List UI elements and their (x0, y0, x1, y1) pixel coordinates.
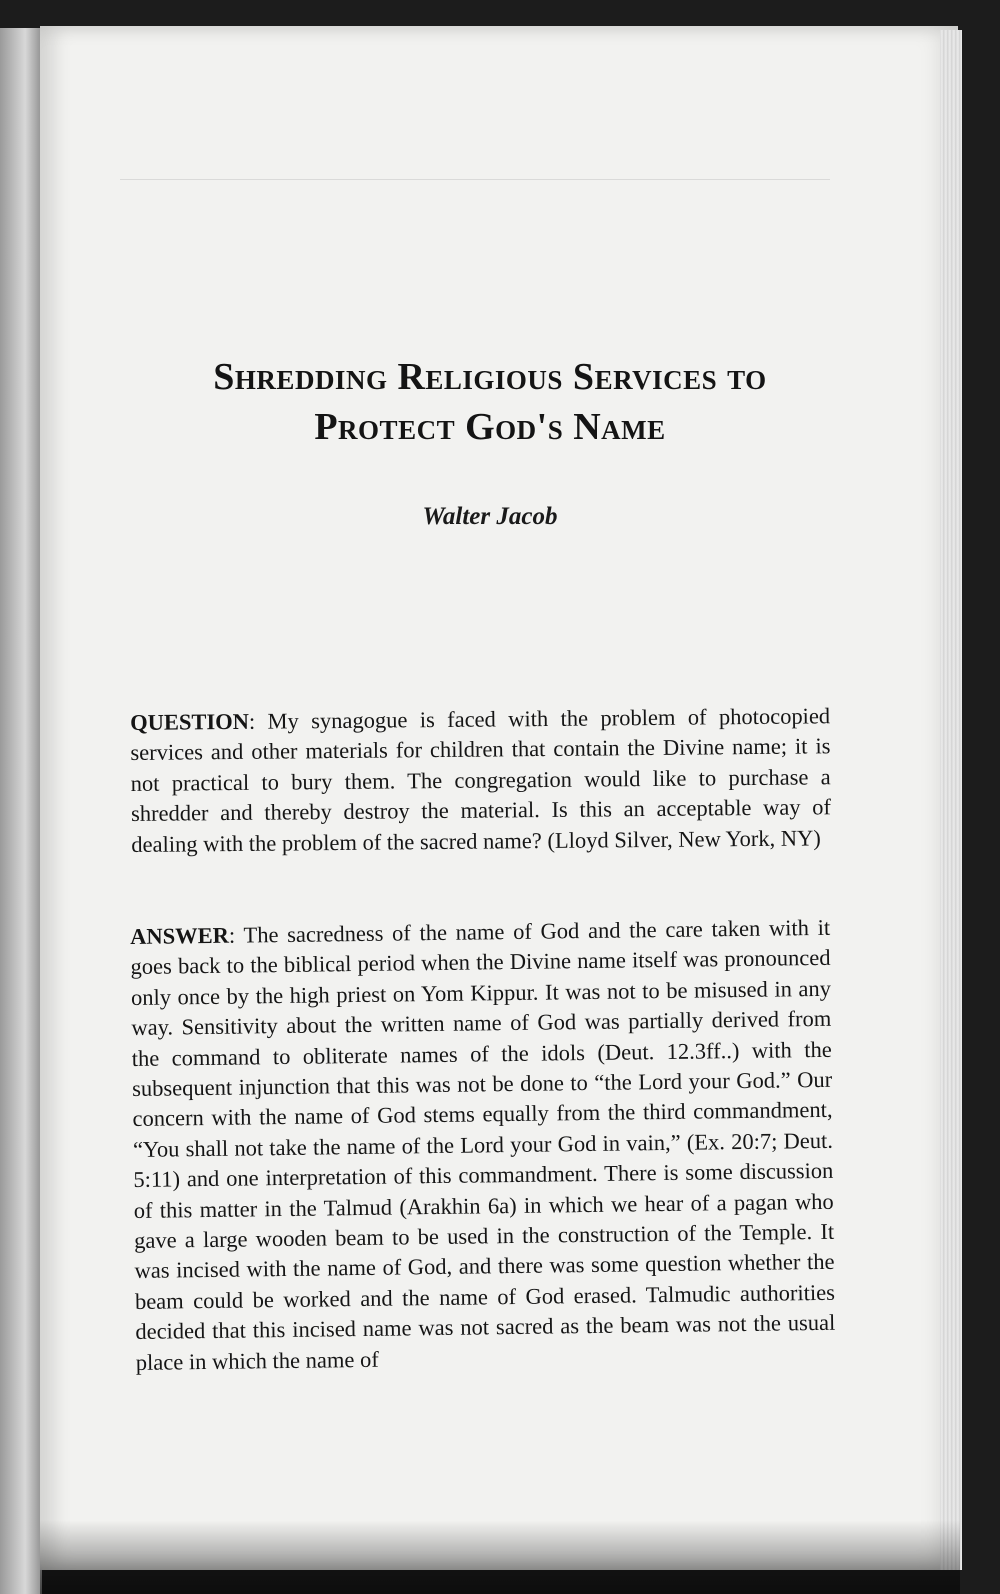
page-stack-edge (940, 30, 962, 1570)
question-paragraph (130, 701, 831, 860)
answer-paragraph (130, 913, 836, 1378)
article-title (110, 352, 870, 452)
answer-text: : The sacredness of the name of God and the care taken with it goes back to the biblical period when the Divine name itself was pronounced only once by the high priest on Yom Kippur. It was not to be misused in any way. Sensitivity about the written name of God was partially derived from the command to obliterate names of the idols (Deut. 12.3ff..) with the subsequent injunction that this was not be done to “the Lord your God.” Our concern with the name of God stems equally from the third commandment, “You shall not take the name of the Lord your God in vain,” (Ex. 20:7; Deut. 5:11) and one interpretation of this commandment. There is some discussion of this matter in the Talmud (Arakhin 6a) in which we hear of a pagan who gave a large wooden beam to be used in the construction of the Temple. It was incised with the name of God, and there was some question whether the beam could be worked and the name of God erased. Talmudic authorities decided that this incised name was not sacred as the beam was not the usual place in which the name of (130, 914, 836, 1375)
author-byline: Walter Jacob (422, 503, 558, 530)
question-text: : My synagogue is faced with the problem of photocopied services and other materials for children that contain the Divine name; it is not practical to bury them. The congregation would like to purchase a shredder and thereby destroy the material. Is this an acceptable way of dealing with the problem of the sacred name? (Lloyd Silver, New York, NY) (130, 703, 832, 857)
page-bottom-shadow (40, 1520, 960, 1594)
previous-page-edge (0, 28, 42, 1594)
question-label: QUESTION (130, 708, 250, 735)
bleed-through-text (120, 145, 830, 228)
title-line-1: Shredding Religious Services to (213, 356, 767, 398)
title-line-2: Protect God's Name (314, 406, 666, 448)
answer-label: ANSWER (130, 922, 230, 949)
